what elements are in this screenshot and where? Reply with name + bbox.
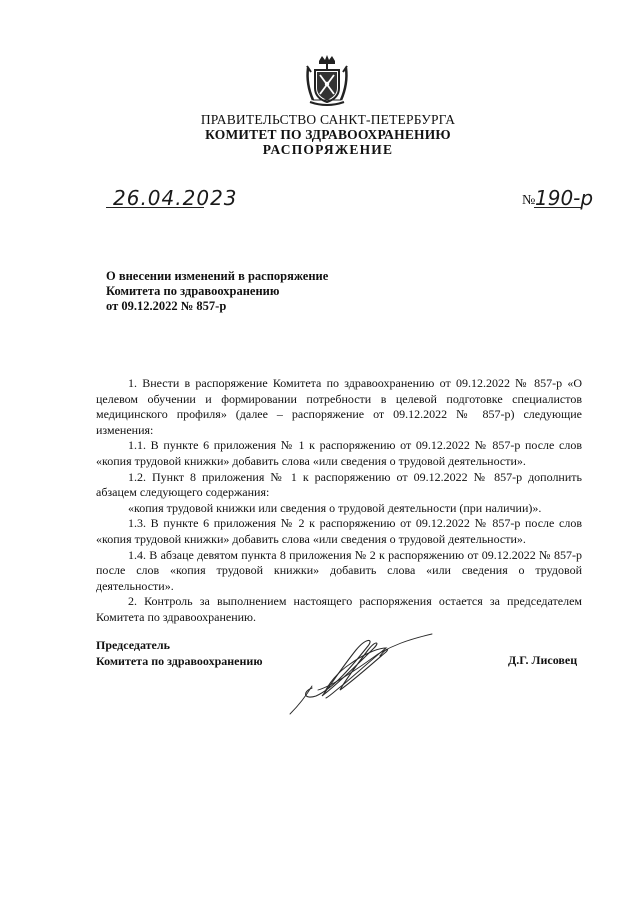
coat-of-arms-emblem [304, 54, 350, 108]
document-type: РАСПОРЯЖЕНИЕ [262, 142, 394, 157]
subject-line-1: О внесении изменений в распоряжение [106, 269, 329, 283]
signatory-role [96, 637, 263, 669]
paragraph-1-4: 1.4. В абзаце девятом пункта 8 приложения № 2 к распоряжению от 09.12.2022 № 857-р после слов «копия трудовой книжки» добавить слова «или сведения о трудовой деятельности». [96, 547, 582, 593]
subject-line-2: Комитета по здравоохранению [106, 284, 280, 298]
paragraph-1-3: 1.3. В пункте 6 приложения № 2 к распоряжению от 09.12.2022 № 857-р после слов «копия трудовой книжки» добавить слова «или сведения о трудовой деятельности». [96, 516, 582, 546]
signatory-role-line-1: Председатель [96, 638, 170, 652]
paragraph-1-2: 1.2. Пункт 8 приложения № 1 к распоряжению от 09.12.2022 № 857-р дополнить абзацем следующего содержания: [96, 469, 582, 500]
signatory-role-line-2: Комитета по здравоохранению [96, 654, 263, 668]
document-date: 26.04.2023 [113, 186, 238, 210]
paragraph-1-2-quote: «копия трудовой книжки или сведения о трудовой деятельности (при наличии)». [128, 500, 542, 515]
paragraph-2: 2. Контроль за выполнением настоящего распоряжения остается за председателем Комитета по здравоохранению. [96, 594, 582, 624]
document-number: 190-р [535, 186, 594, 210]
handwritten-signature [282, 626, 442, 722]
paragraph-1: 1. Внести в распоряжение Комитета по здравоохранению от 09.12.2022 № 857-р «О целевом обучении и формировании потребности в целевой подготовке специалистов медицинского профиля» (далее – распоряжение от 09.12.2022 № 857-р) следующие изменения: [96, 376, 582, 437]
paragraph-1-1: 1.1. В пункте 6 приложения № 1 к распоряжению от 09.12.2022 № 857-р после слов «копия трудовой книжки» добавить слова «или сведения о трудовой деятельности». [96, 438, 582, 468]
document-body [96, 376, 582, 626]
number-sign: № [522, 193, 536, 208]
committee-name: КОМИТЕТ ПО ЗДРАВООХРАНЕНИЮ [205, 127, 451, 142]
subject-line-3: от 09.12.2022 № 857-р [106, 299, 227, 313]
document-subject [106, 269, 328, 314]
number-underline [534, 207, 582, 208]
date-underline [106, 207, 204, 208]
signatory-name: Д.Г. Лисовец [508, 653, 578, 667]
government-name: ПРАВИТЕЛЬСТВО САНКТ-ПЕТЕРБУРГА [200, 112, 456, 127]
